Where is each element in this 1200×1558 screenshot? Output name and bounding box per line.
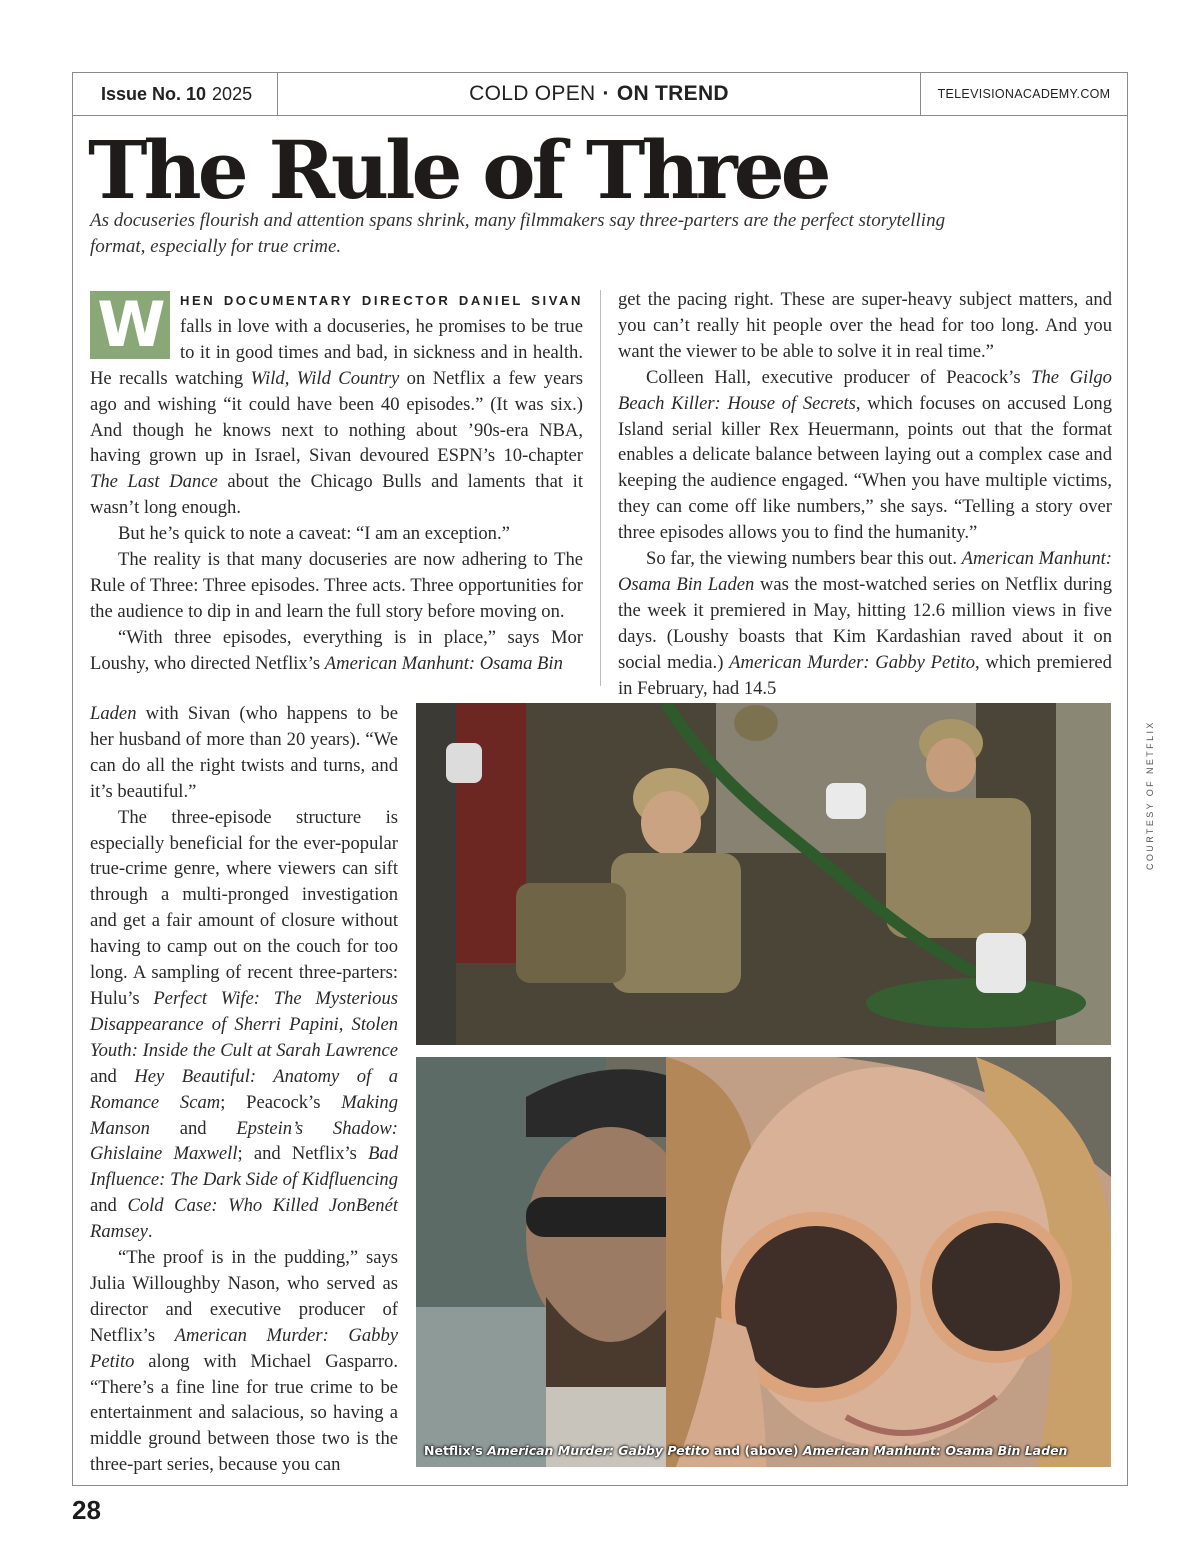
photo-couple-illustration [416, 1057, 1111, 1467]
paragraph-r1: get the pacing right. These are super-heavy subject matters, and you can’t really hit people over the head for too long. And you want the viewer to be able to solve it in real time.” [618, 289, 1112, 362]
lead-in: HEN DOCUMENTARY DIRECTOR DANIEL SIVAN [180, 293, 583, 308]
issue-year: 2025 [212, 83, 253, 104]
photo-caption: Netflix’s American Murder: Gabby Petito and (above) American Manhunt: Osama Bin Laden [424, 1443, 1068, 1458]
paragraph-5: The three-episode structure is especially beneficial for the ever-popular true-crime genre, where viewers can sift through a multi-pronged investigation and get a fair amount of closure without having to camp out on the couch for too long. A sampling of recent three-parters: Hulu’s Perfect Wife: The Mysterious Disappearance of Sherri Papini, Stolen Youth: Inside the Cult at Sarah Lawrence and Hey Beautiful: Anatomy of a Romance Scam; Peacock’s Making Manson and Epstein’s Shadow: Ghislaine Maxwell; and Netflix’s Bad Influence: The Dark Side of Kidfluencing and Cold Case: Who Killed JonBenét Ramsey. [90, 806, 399, 1243]
section-name: COLD OPEN [469, 82, 596, 105]
photo-soldiers-illustration [416, 703, 1111, 1045]
article-title: The Rule of Three [88, 123, 828, 217]
issue-info [73, 73, 278, 115]
body-column-left-bottom [90, 701, 398, 1478]
paragraph-2: But he’s quick to note a caveat: “I am an exception.” [118, 523, 510, 545]
dropcap: W [90, 291, 170, 359]
subsection-name: ON TREND [616, 82, 729, 105]
header-bar [72, 72, 1128, 116]
photo-american-manhunt [416, 703, 1111, 1045]
page-number: 28 [72, 1495, 101, 1525]
body-column-right [618, 287, 1112, 702]
paragraph-4: “With three episodes, everything is in place,” says Mor Loushy, who directed Netflix’s American Manhunt: Osama Bin [90, 626, 583, 674]
photo-american-murder [416, 1057, 1111, 1467]
issue-label: Issue No. 10 [101, 83, 207, 104]
paragraph-4-continued: Laden with Sivan (who happens to be her husband of more than 20 years). “We can do all the right twists and turns, and it’s beautiful.” [90, 703, 398, 802]
paragraph-r2: Colleen Hall, executive producer of Peacock’s The Gilgo Beach Killer: House of Secrets, which focuses on accused Long Island serial killer Rex Heuermann, points out that the format enables a delicate balance between laying out a complex case and keeping the audience engaged. “When you have multiple victims, they can come off like numbers,” she says. “Telling a story over three episodes allows you to find the humanity.” [618, 366, 1113, 544]
website-link[interactable]: TELEVISIONACADEMY.COM [920, 73, 1127, 115]
body-column-left-top [90, 287, 583, 677]
paragraph-6: “The proof is in the pudding,” says Julia Willoughby Nason, who served as director and executive producer of Netflix’s American Murder: Gabby Petito along with Michael Gasparro. “There’s a fine line for true crime to be entertainment and salacious, so having a middle ground between those two is the three-part series, because you can [90, 1247, 398, 1476]
article-dek: As docuseries flourish and attention spans shrink, many filmmakers say three-parters are the perfect storytelling format, especially for true crime. [90, 210, 946, 257]
paragraph-3: The reality is that many docuseries are now adhering to The Rule of Three: Three episodes. Three acts. Three opportunities for the audience to dip in and learn the full story before moving on. [90, 549, 583, 622]
photo-credit: COURTESY OF NETFLIX [1145, 720, 1155, 870]
paragraph-1: W HEN DOCUMENTARY DIRECTOR DANIEL SIVAN falls in love with a docuseries, he promises to be true to it in good times and bad, in sickness and in health. He recalls watching Wild, Wild Country on Netflix a few years ago and wishing “it could have been 40 episodes.” (It was six.) And though he knows next to nothing about ’90s-era NBA, having grown up in Israel, Sivan devoured ESPN’s 10-chapter The Last Dance about the Chicago Bulls and laments that it wasn’t long enough. [90, 288, 583, 519]
column-divider [600, 290, 601, 686]
paragraph-r3: So far, the viewing numbers bear this out. American Manhunt: Osama Bin Laden was the most-watched series on Netflix during the week it premiered in May, hitting 12.6 million views in five days. (Loushy boasts that Kim Kardashian raved about it on social media.) American Murder: Gabby Petito, which premiered in February, had 14.5 [618, 548, 1112, 699]
separator-dot: · [602, 82, 610, 105]
section-label [278, 73, 920, 115]
